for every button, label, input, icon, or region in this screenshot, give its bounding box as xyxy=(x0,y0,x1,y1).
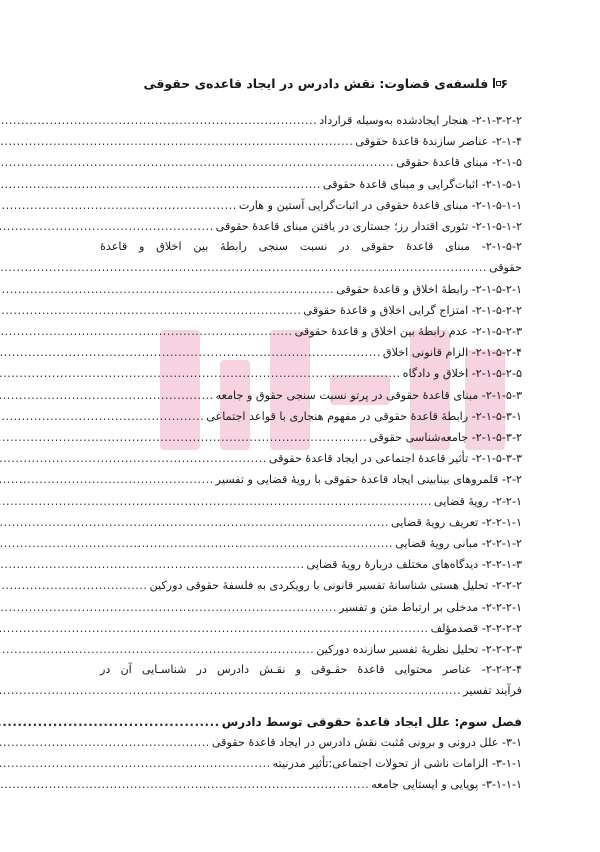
toc-entry[interactable] xyxy=(100,660,522,701)
toc-entry-title: ۲-۱-۵-۲-۳- عدم رابطهٔ بین اخلاق و قاعدهٔ حقوقی xyxy=(294,325,522,339)
toc-entry[interactable] xyxy=(100,575,522,596)
running-header xyxy=(143,73,508,93)
dot-leader xyxy=(0,775,369,795)
header-page-number: ۶ xyxy=(500,75,508,91)
dot-leader xyxy=(0,619,429,639)
book-icon xyxy=(493,78,495,88)
toc-entry-title: ۲-۱-۵-۳-۳- تأثیر قاعدهٔ اجتماعی در ایجاد قاعدهٔ حقوقی xyxy=(268,452,522,466)
toc-entry[interactable] xyxy=(100,554,522,575)
toc-entry-title: ۲-۲-۱-۳- دیدگاه‌های مختلف دربارهٔ رویهٔ قضایی xyxy=(306,558,522,572)
toc-entry-title: ۳-۱- علل درونی و برونی مُثبت نقش دادرس در ایجاد قاعدهٔ حقوقی xyxy=(211,735,522,749)
toc-entry-title: ۲-۲-۱-۲- مبانی رویهٔ قضایی xyxy=(395,537,522,551)
dot-leader xyxy=(0,712,220,732)
toc-entry-title: ۲-۲-۲-۱- مدخلی بر ارتباط متن و تفسیر xyxy=(339,600,522,614)
toc-entry[interactable] xyxy=(100,533,522,554)
dot-leader xyxy=(0,555,305,575)
dot-leader xyxy=(0,132,353,152)
dot-leader xyxy=(0,280,334,300)
toc-entry-title: ۲-۲-۲-۳- تحلیل نظریهٔ تفسیر سازنده دورکین xyxy=(316,643,522,657)
dot-leader xyxy=(0,322,293,342)
toc-entry[interactable] xyxy=(100,110,522,131)
dot-leader xyxy=(0,534,393,554)
toc-entry-title: ۲-۱-۵-۱-۱- مبنای قاعدهٔ حقوقی در اثبات‌گرایی آستین و هارت xyxy=(238,198,522,212)
toc-entry-title: ۲-۱-۴- عناصر سازندهٔ قاعدهٔ حقوقی xyxy=(355,135,522,149)
toc-entry-title-cont: حقوقی xyxy=(488,261,522,275)
dot-leader xyxy=(0,217,214,237)
dot-leader xyxy=(0,754,271,774)
toc-entry[interactable] xyxy=(100,618,522,639)
toc-entry-title: ۲-۱-۵-۱-۲- تئوری اقتدار رز؛ جستاری در یافتن مبنای قاعدهٔ حقوقی xyxy=(215,220,522,234)
dot-leader xyxy=(0,153,394,173)
toc-entry[interactable] xyxy=(100,732,522,753)
dot-leader xyxy=(0,386,214,406)
toc-entry[interactable] xyxy=(100,512,522,533)
dot-leader xyxy=(0,258,487,278)
dot-leader xyxy=(0,598,337,618)
toc-entry-title: ۲-۱-۵-۲- مبنای قاعدهٔ حقوقی در نسبت سنجی رابطهٔ بین اخلاق و قاعدهٔ xyxy=(100,240,522,254)
dot-leader xyxy=(0,449,267,469)
toc-entry[interactable] xyxy=(100,597,522,618)
toc-entry[interactable] xyxy=(100,491,522,512)
toc-entry-title: ۲-۱-۵-۲-۴- الزام قانونی اخلاق xyxy=(382,346,522,360)
dot-leader xyxy=(0,343,381,363)
table-of-contents xyxy=(100,110,522,796)
section-spacer xyxy=(100,702,522,712)
toc-entry[interactable] xyxy=(100,237,522,278)
toc-entry[interactable] xyxy=(100,753,522,774)
header-title: فلسفه‌ی قضاوت: نقش دادرس در ایجاد قاعده‌ی حقوقی xyxy=(143,75,489,91)
toc-entry-title: ۲-۲-۱- رویهٔ قضایی xyxy=(433,494,522,508)
dot-leader xyxy=(0,733,210,753)
toc-chapter-entry[interactable] xyxy=(100,712,522,732)
toc-entry[interactable] xyxy=(100,385,522,406)
dot-leader xyxy=(0,576,147,596)
toc-entry[interactable] xyxy=(100,131,522,152)
dot-leader xyxy=(0,428,367,448)
toc-entry-title: ۲-۲-۱-۱- تعریف رویهٔ قضایی xyxy=(390,515,522,529)
toc-entry[interactable] xyxy=(100,469,522,490)
toc-entry[interactable] xyxy=(100,279,522,300)
toc-entry-title: ۲-۱-۵-۱- اثبات‌گرایی و مبنای قاعدهٔ حقوقی xyxy=(322,177,522,191)
toc-entry[interactable] xyxy=(100,639,522,660)
dot-leader xyxy=(0,492,432,512)
toc-entry[interactable] xyxy=(100,363,522,384)
toc-entry-title: ۲-۱-۵- مبنای قاعدهٔ حقوقی xyxy=(396,156,522,170)
toc-entry[interactable] xyxy=(100,448,522,469)
toc-entry[interactable] xyxy=(100,427,522,448)
toc-entry-title: ۲-۱-۵-۳-۲- جامعه‌شناسی حقوقی xyxy=(369,431,522,445)
toc-entry-title: ۲-۱-۵-۲-۲- امتزاج گرایی اخلاق و قاعدهٔ حقوقی xyxy=(303,303,522,317)
toc-entry[interactable] xyxy=(100,216,522,237)
toc-entry-title: ۲-۱-۵-۲-۱- رابطهٔ اخلاق و قاعدهٔ حقوقی xyxy=(336,282,522,296)
dot-leader xyxy=(0,196,237,216)
toc-entry-title: ۲-۲-۲-۴- عناصر محتوایی قاعدهٔ حقـوقی و نقـش دادرس در شناسـایی آن در xyxy=(100,663,522,677)
dot-leader xyxy=(0,175,321,195)
dot-leader xyxy=(0,301,301,321)
toc-entry-title: ۲-۱-۵-۳-۱- رابطهٔ قاعدهٔ حقوقی در مفهوم هنجاری با قواعد اجتماعی xyxy=(206,409,522,423)
dot-leader xyxy=(0,407,204,427)
toc-entry[interactable] xyxy=(100,300,522,321)
toc-entry-title: فصل سوم: علل ایجاد قاعدهٔ حقوقی توسط دادرس xyxy=(221,714,522,729)
toc-entry[interactable] xyxy=(100,174,522,195)
toc-entry[interactable] xyxy=(100,406,522,427)
toc-entry[interactable] xyxy=(100,342,522,363)
dot-leader xyxy=(0,470,214,490)
dot-leader xyxy=(0,640,314,660)
dot-leader xyxy=(0,513,389,533)
toc-entry-title-cont: فرآیند تفسیر xyxy=(463,684,522,698)
toc-entry-title: ۲-۲-۲-۲- قصدمؤلف xyxy=(430,621,522,635)
toc-entry[interactable] xyxy=(100,152,522,173)
toc-entry-title: ۲-۲- قلمروهای بینابینی ایجاد قاعدهٔ حقوقی با رویهٔ قضایی و تفسیر xyxy=(215,473,522,487)
toc-entry-title: ۲-۲-۲- تحلیل هستی شناسانهٔ تفسیر قانونی با رویکردی به فلسفهٔ حقوقی دورکین xyxy=(149,579,522,593)
toc-entry-title: ۳-۱-۱-۱- پویایی و ایستایی جامعه xyxy=(371,778,522,792)
dot-leader xyxy=(0,111,317,131)
dot-leader xyxy=(0,681,461,701)
toc-entry-title: ۲-۱-۵-۲-۵- اخلاق و دادگاه xyxy=(402,367,522,381)
toc-entry[interactable] xyxy=(100,774,522,795)
toc-entry-title: ۲-۱-۵-۳- مبنای قاعدهٔ حقوقی در پرتو نسبت سنجی حقوق و جامعه xyxy=(215,388,522,402)
toc-entry[interactable] xyxy=(100,321,522,342)
toc-entry-title: ۳-۱-۱- الزامات ناشی از تحولات اجتماعی:تأثیر مدرنیته xyxy=(272,757,522,771)
dot-leader xyxy=(0,364,401,384)
toc-entry[interactable] xyxy=(100,195,522,216)
toc-entry-title: ۲-۱-۳-۲-۲- هنجار ایجادشده به‌وسیله قرارداد xyxy=(319,114,522,127)
